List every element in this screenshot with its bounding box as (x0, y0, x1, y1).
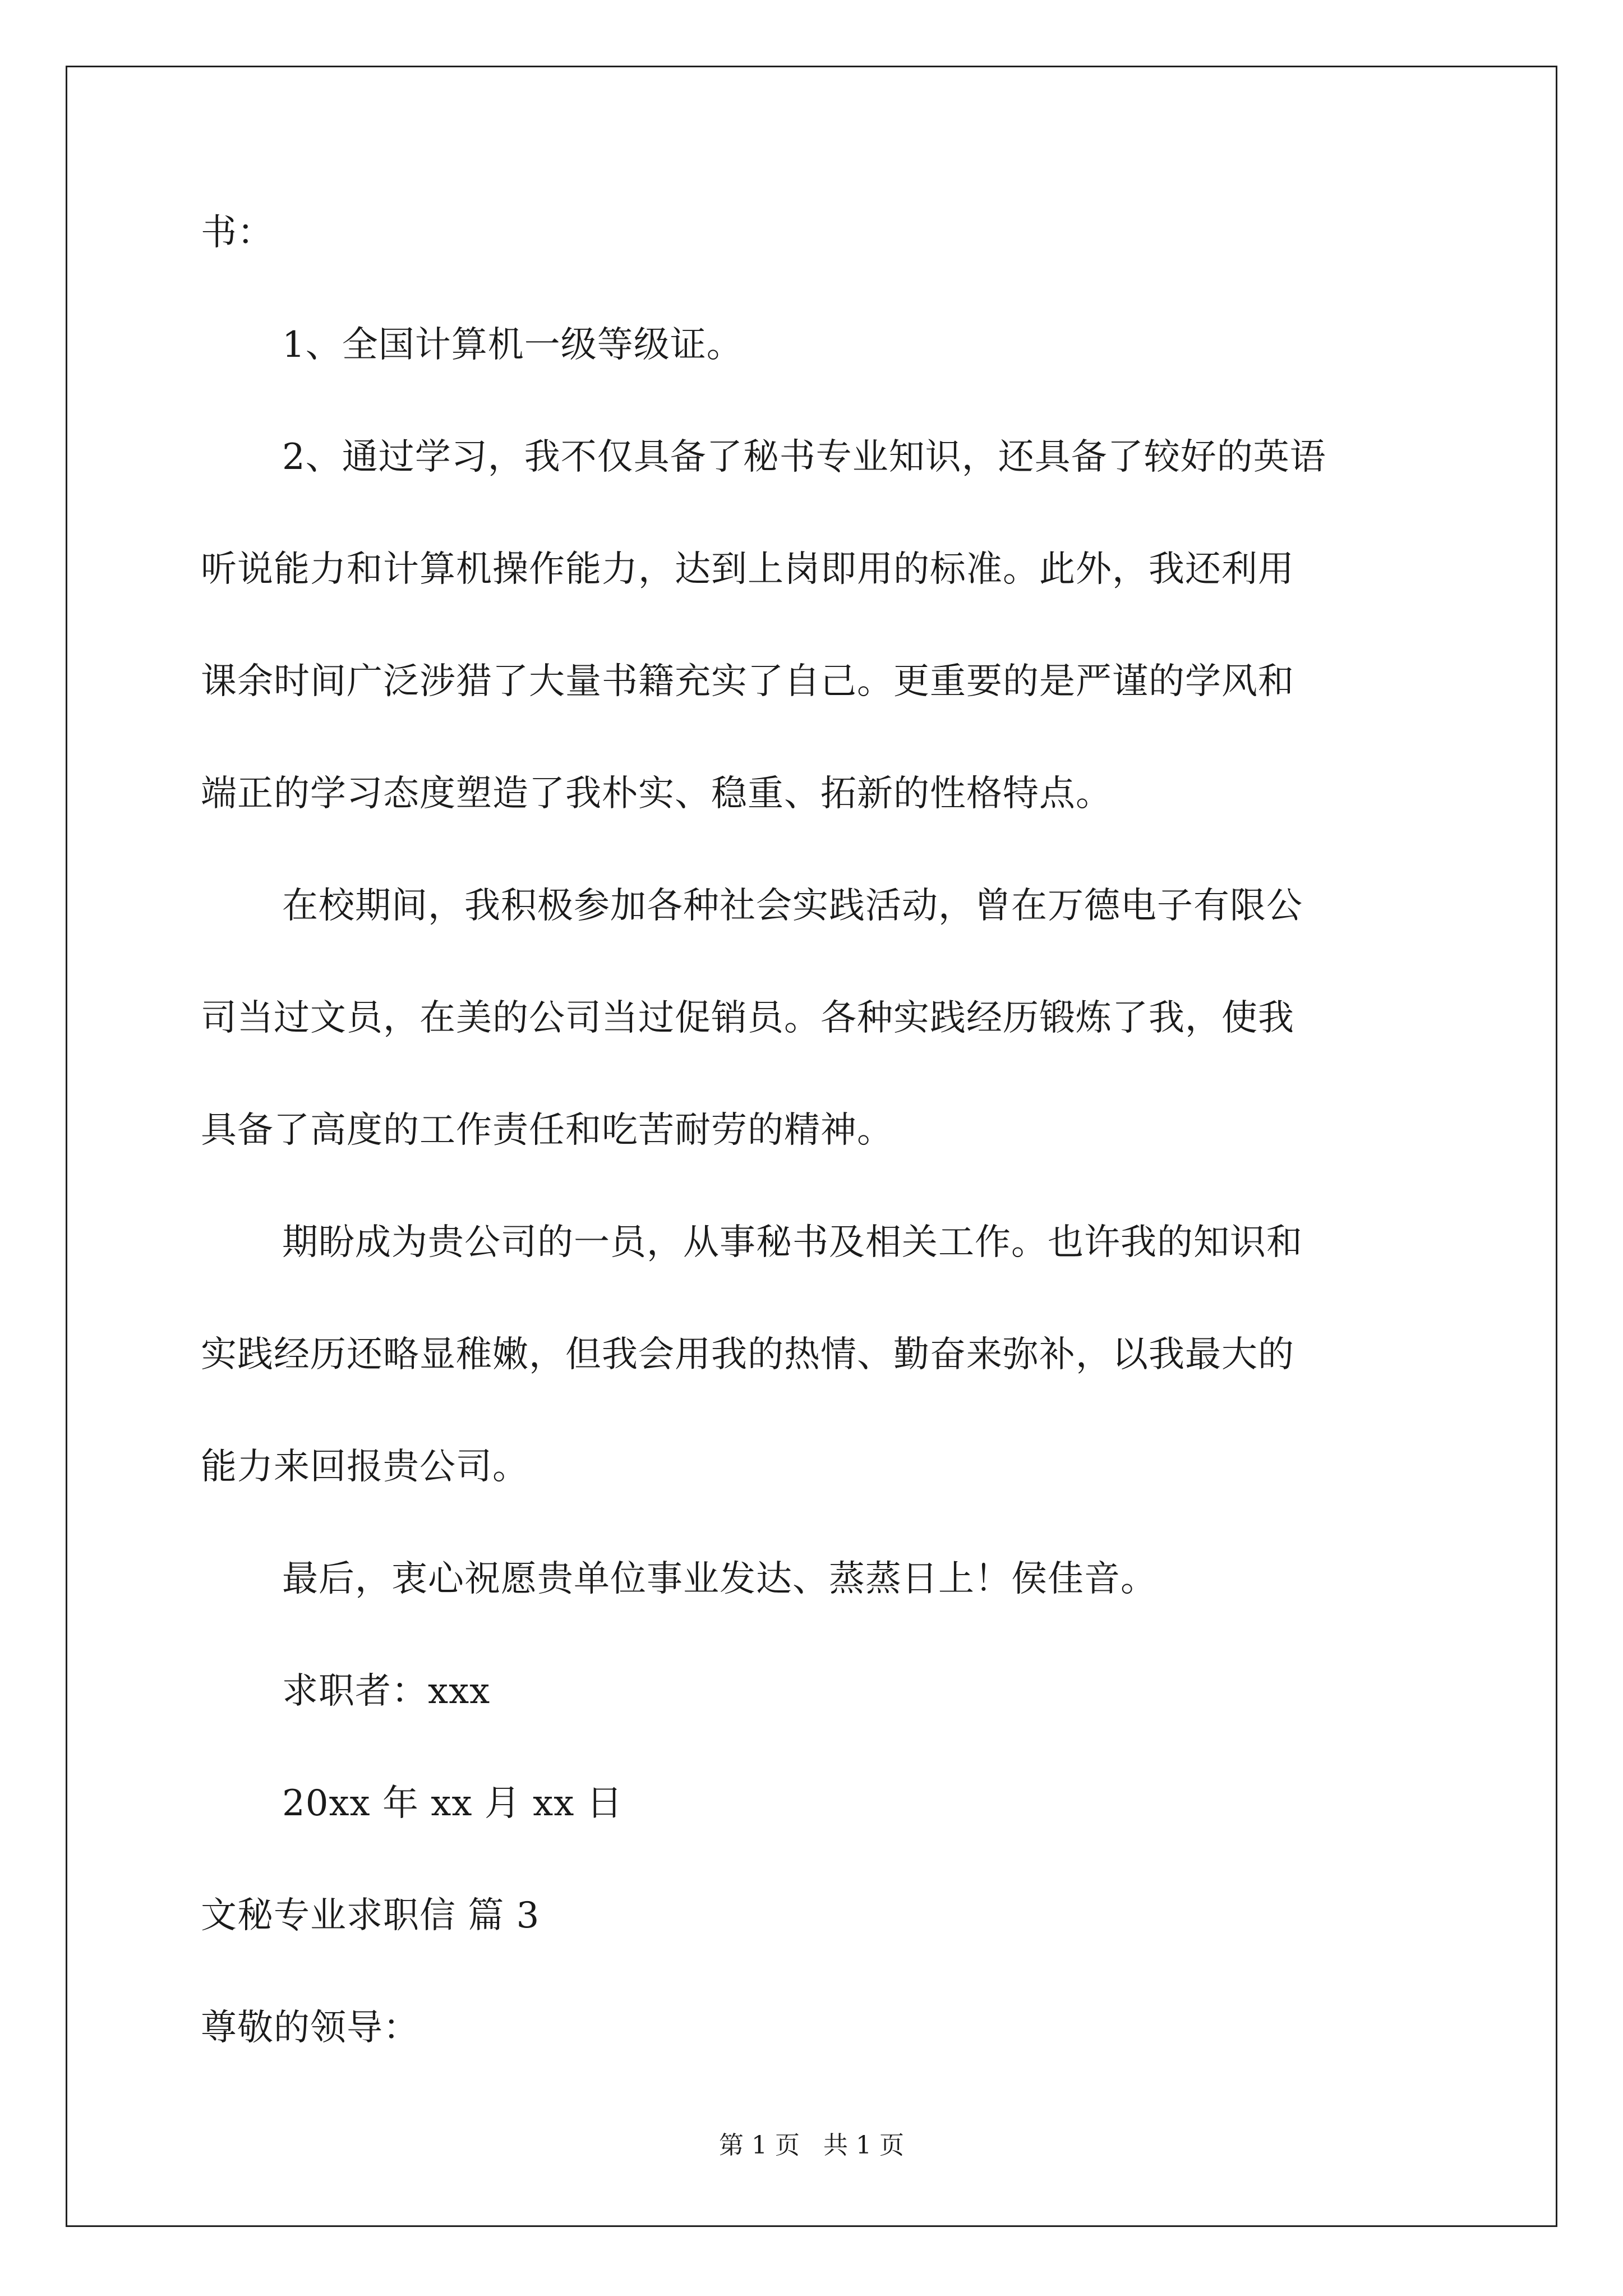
text-line-6: 端正的学习态度塑造了我朴实、稳重、拓新的性格特点。 (201, 773, 1112, 815)
text-line-11: 实践经历还略显稚嫩，但我会用我的热情、勤奋来弥补，以我最大的 (201, 1334, 1294, 1375)
text-line-1: 书： (201, 212, 274, 254)
text-line-14: 求职者：xxx (282, 1671, 491, 1712)
text-line-15: 20xx 年 xx 月 xx 日 (282, 1783, 623, 1824)
section-heading: 文秘专业求职信 篇 3 (201, 1895, 540, 1936)
text-line-13: 最后，衷心祝愿贵单位事业发达、蒸蒸日上！侯佳音。 (282, 1558, 1157, 1600)
text-line-5: 课余时间广泛涉猎了大量书籍充实了自己。更重要的是严谨的学风和 (201, 661, 1294, 702)
text-line-9: 具备了高度的工作责任和吃苦耐劳的精神。 (201, 1110, 893, 1151)
text-line-7: 在校期间，我积极参加各种社会实践活动，曾在万德电子有限公 (282, 885, 1303, 927)
text-line-4: 听说能力和计算机操作能力，达到上岗即用的标准。此外，我还利用 (201, 549, 1294, 590)
text-line-12: 能力来回报贵公司。 (201, 1446, 529, 1488)
text-line-2: 1、全国计算机一级等级证。 (282, 324, 743, 366)
text-line-3: 2、通过学习，我不仅具备了秘书专业知识，还具备了较好的英语 (282, 436, 1326, 478)
text-line-17: 尊敬的领导： (201, 2007, 419, 2049)
text-line-8: 司当过文员，在美的公司当过促销员。各种实践经历锻炼了我，使我 (201, 997, 1294, 1039)
page-footer: 第 1 页 共 1 页 (719, 2131, 904, 2160)
text-line-10: 期盼成为贵公司的一员，从事秘书及相关工作。也许我的知识和 (282, 1222, 1303, 1263)
